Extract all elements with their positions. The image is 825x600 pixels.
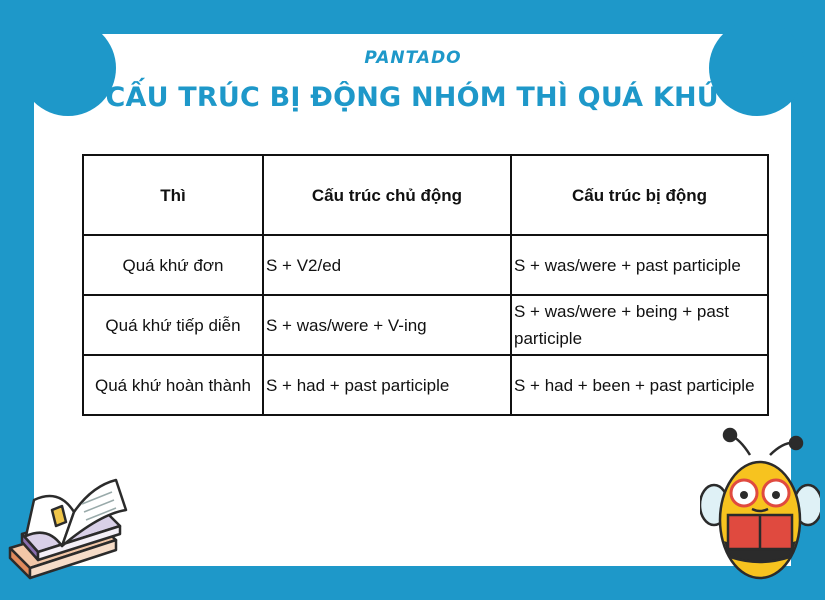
table-header-row xyxy=(83,155,768,235)
cell-active: S + had + past participle xyxy=(263,355,511,415)
header-active: Cấu trúc chủ động xyxy=(263,155,511,235)
cell-active: S + was/were + V-ing xyxy=(263,295,511,355)
table-row xyxy=(83,355,768,415)
cell-passive: S + was/were + past participle xyxy=(511,235,768,295)
brand-logo: PANTADO xyxy=(364,48,462,68)
books-icon xyxy=(4,460,144,585)
cell-active: S + V2/ed xyxy=(263,235,511,295)
table-row xyxy=(83,295,768,355)
grammar-table xyxy=(82,154,769,416)
bee-reading-icon xyxy=(700,425,820,585)
cell-passive: S + had + been + past participle xyxy=(511,355,768,415)
cell-tense: Quá khứ đơn xyxy=(83,235,263,295)
page-title: CẤU TRÚC BỊ ĐỘNG NHÓM THÌ QUÁ KHỨ xyxy=(105,82,720,113)
table-row xyxy=(83,235,768,295)
cell-tense: Quá khứ tiếp diễn xyxy=(83,295,263,355)
cell-tense: Quá khứ hoàn thành xyxy=(83,355,263,415)
header-passive: Cấu trúc bị động xyxy=(511,155,768,235)
cell-passive: S + was/were + being + past participle xyxy=(511,295,768,355)
header-tense: Thì xyxy=(83,155,263,235)
